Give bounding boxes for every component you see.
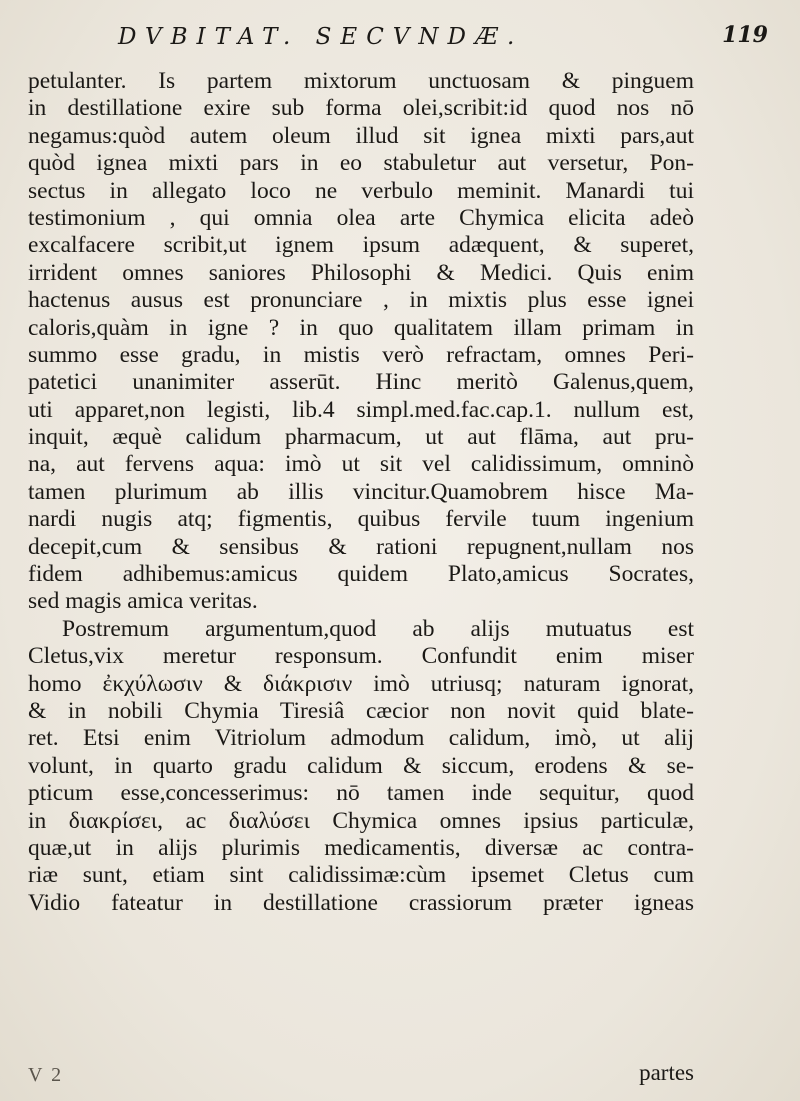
- body-text: [28, 68, 694, 917]
- text-line: nardi nugis atq; figmentis, quibus fervile tuum ingenium: [28, 506, 694, 533]
- text-line: sed magis amica veritas.: [28, 588, 258, 615]
- text-line: riæ sunt, etiam sint calidissimæ:cùm ipsemet Cletus cum: [28, 862, 694, 889]
- running-head: [110, 20, 768, 62]
- text-line: & in nobili Chymia Tiresiâ cæcior non novit quid blate-: [28, 697, 694, 724]
- text-line: hactenus ausus est pronunciare , in mixtis plus esse ignei: [28, 287, 694, 314]
- text-line: na, aut fervens aqua: imò ut sit vel calidissimum, omninò: [28, 451, 694, 478]
- text-line: patetici unanimiter asserūt. Hinc meritò Galenus,quem,: [28, 369, 694, 396]
- text-line: negamus:quòd autem oleum illud sit ignea mixti pars,aut: [28, 122, 694, 149]
- text-line: decepit,cum & sensibus & rationi repugnent,nullam nos: [28, 533, 694, 560]
- text-line: excalfacere scribit,ut ignem ipsum adæquent, & superet,: [28, 232, 694, 259]
- text-line: inquit, æquè calidum pharmacum, ut aut flāma, aut pru-: [28, 424, 694, 451]
- text-line: fidem adhibemus:amicus quidem Plato,amicus Socrates,: [28, 561, 694, 588]
- text-line: petulanter. Is partem mixtorum unctuosam & pinguem: [28, 68, 694, 94]
- text-line: volunt, in quarto gradu calidum & siccum, erodens & se-: [28, 752, 694, 779]
- signature-mark: V 2: [28, 1064, 64, 1086]
- text-line: Vidio fateatur in destillatione crassiorum præter igneas: [28, 889, 694, 916]
- text-line: uti apparet,non legisti, lib.4 simpl.med.fac.cap.1. nullum est,: [28, 396, 694, 423]
- page-number: 119: [722, 22, 768, 48]
- text-line: sectus in allegato loco ne verbulo meminit. Manardi tui: [28, 177, 694, 204]
- text-line: quæ,ut in alijs plurimis medicamentis, diversæ ac contra-: [28, 834, 694, 861]
- text-line: quòd ignea mixti pars in eo stabuletur aut versetur, Pon-: [28, 150, 694, 177]
- text-line: summo esse gradu, in mistis verò refractam, omnes Peri-: [28, 341, 694, 368]
- text-line: caloris,quàm in igne ? in quo qualitatem illam primam in: [28, 314, 694, 341]
- text-line: homo ἐκχύλωσιν & διάκρισιν imò utriusq; naturam ignorat,: [28, 670, 694, 697]
- text-line: pticum esse,concesserimus: nō tamen inde sequitur, quod: [28, 780, 694, 807]
- catchword: partes: [639, 1060, 694, 1085]
- text-line: in διακρίσει, ac διαλύσει Chymica omnes ipsius particulæ,: [28, 807, 694, 834]
- page-footer: [28, 1062, 694, 1090]
- text-line: irrident omnes saniores Philosophi & Medici. Quis enim: [28, 259, 694, 286]
- running-head-title: DVBITAT. SECVNDÆ.: [118, 24, 524, 50]
- text-line: tamen plurimum ab illis vincitur.Quamobrem hisce Ma-: [28, 478, 694, 505]
- text-line: in destillatione exire sub forma olei,scribit:id quod nos nō: [28, 95, 694, 122]
- text-line: testimonium , qui omnia olea arte Chymica elicita adeò: [28, 204, 694, 231]
- text-line: ret. Etsi enim Vitriolum admodum calidum, imò, ut alij: [28, 725, 694, 752]
- text-line: Postremum argumentum,quod ab alijs mutuatus est: [62, 615, 694, 642]
- text-line: Cletus,vix meretur responsum. Confundit enim miser: [28, 643, 694, 670]
